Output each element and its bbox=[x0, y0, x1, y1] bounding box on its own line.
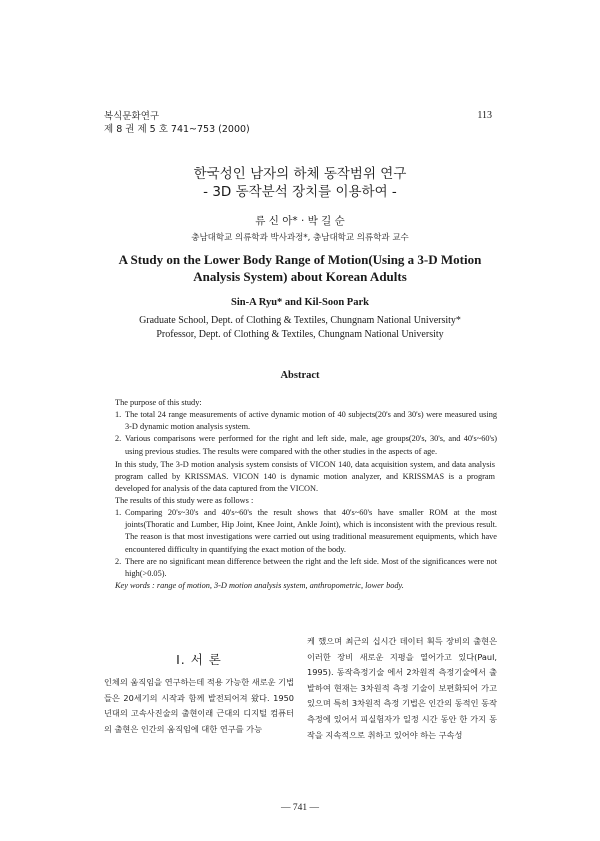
body-right-column: 케 했으며 최근의 십시간 데이터 획득 장비의 출현은 이러한 장비 새로운 지평을 열어가고 있다(Paul, 1995). 동작측정기술 에서 2차원적 측정기술에서 출발하여 현재는 3차원적 측정 기술이 보편화되어 가고 있으며 특히 3차원적 측정 기법은 인간의 동적인 동작 측정에 있어서 피실험자가 일정 시간 동안 한 가지 동작을 지속적으로 취하고 있어야 하는 구속성 bbox=[307, 636, 497, 740]
list-item bbox=[115, 433, 497, 457]
english-title-line2: Analysis System) about Korean Adults bbox=[193, 269, 407, 284]
korean-authors: 류 신 아* · 박 길 순 bbox=[255, 215, 345, 227]
body-left-column: 인체의 움직임을 연구하는데 적용 가능한 새로운 기법들은 20세기의 시작과 함께 발전되어져 왔다. 1950년대의 고속사진술의 출현이래 근대의 디지털 컴퓨터의 출현은 인간의 움직임에 대한 연구를 가능 bbox=[104, 677, 294, 734]
korean-affiliation: 충남대학교 의류학과 박사과정*, 충남대학교 의류학과 교수 bbox=[191, 233, 409, 243]
list-item bbox=[115, 409, 497, 433]
results-list bbox=[115, 507, 497, 580]
english-title-line1: A Study on the Lower Body Range of Motion(Using a 3-D Motion bbox=[118, 252, 482, 267]
keywords: Key words : range of motion, 3-D motion analysis system, anthropometric, lower body. bbox=[115, 581, 404, 590]
abstract-method-paragraph: In this study, The 3-D motion analysis system consists of VICON 140, data acquisition system, and data analysis program called by KRISSMAS. VICON 140 is dynamic motion analyzer, and KRISSMAS is a program developed for analysis of the data captured from the VICON. bbox=[115, 460, 495, 494]
english-authors: Sin-A Ryu* and Kil-Soon Park bbox=[231, 297, 369, 308]
list-item bbox=[115, 507, 497, 556]
english-affiliation-line1: Graduate School, Dept. of Clothing & Textiles, Chungnam National University* bbox=[139, 315, 461, 326]
section-heading: Ⅰ. 서 론 bbox=[176, 652, 222, 667]
list-item-text: The total 24 range measurements of active dynamic motion of 40 subjects(20's and 30's) were measured using 3-D dynamic motion analysis system. bbox=[125, 410, 497, 432]
english-affiliation-line2: Professor, Dept. of Clothing & Textiles, Chungnam National University bbox=[156, 329, 444, 340]
journal-name: 복식문화연구 bbox=[104, 111, 160, 122]
korean-title-line2: - 3D 동작분석 장치를 이용하여 - bbox=[203, 184, 397, 200]
list-item-text: There are no significant mean difference between the right and the left side. Most of the significances were not high(>0.05). bbox=[125, 556, 497, 579]
purpose-list bbox=[115, 409, 497, 458]
list-item-text: Comparing 20's~30's and 40's~60's the result shows that 40's~60's have smaller ROM at the most joints(Thoratic and Lumber, Hip Joint, Knee Joint, Ankle Joint), which is inconsistent with the previous result. The reason is that most investigations were carried out using traditional measurement equipments, which have encountered difficulty in quantifying the exact motion of the body. bbox=[125, 508, 497, 554]
korean-title-line1: 한국성인 남자의 하체 동작범위 연구 bbox=[193, 166, 407, 182]
list-item-number: 2. bbox=[115, 434, 122, 444]
footer-page-number: — 741 — bbox=[281, 803, 319, 813]
list-item-number: 1. bbox=[115, 410, 122, 419]
abstract-purpose-intro: The purpose of this study: bbox=[115, 398, 202, 407]
top-page-number: 113 bbox=[477, 110, 492, 121]
abstract-results-intro: The results of this study were as follows : bbox=[115, 496, 254, 505]
list-item-text: Various comparisons were performed for the right and left side, male, age groups(20's, 30's, and 40's~60's) using previous studies. The results were compared with the other studies in the aspects of age. bbox=[125, 434, 497, 456]
abstract-heading: Abstract bbox=[280, 370, 320, 381]
list-item-number: 1. bbox=[115, 508, 122, 517]
journal-header bbox=[104, 110, 250, 136]
list-item bbox=[115, 556, 497, 580]
volume-issue: 제 8 권 제 5 호 741~753 (2000) bbox=[104, 124, 250, 135]
list-item-number: 2. bbox=[115, 556, 122, 566]
